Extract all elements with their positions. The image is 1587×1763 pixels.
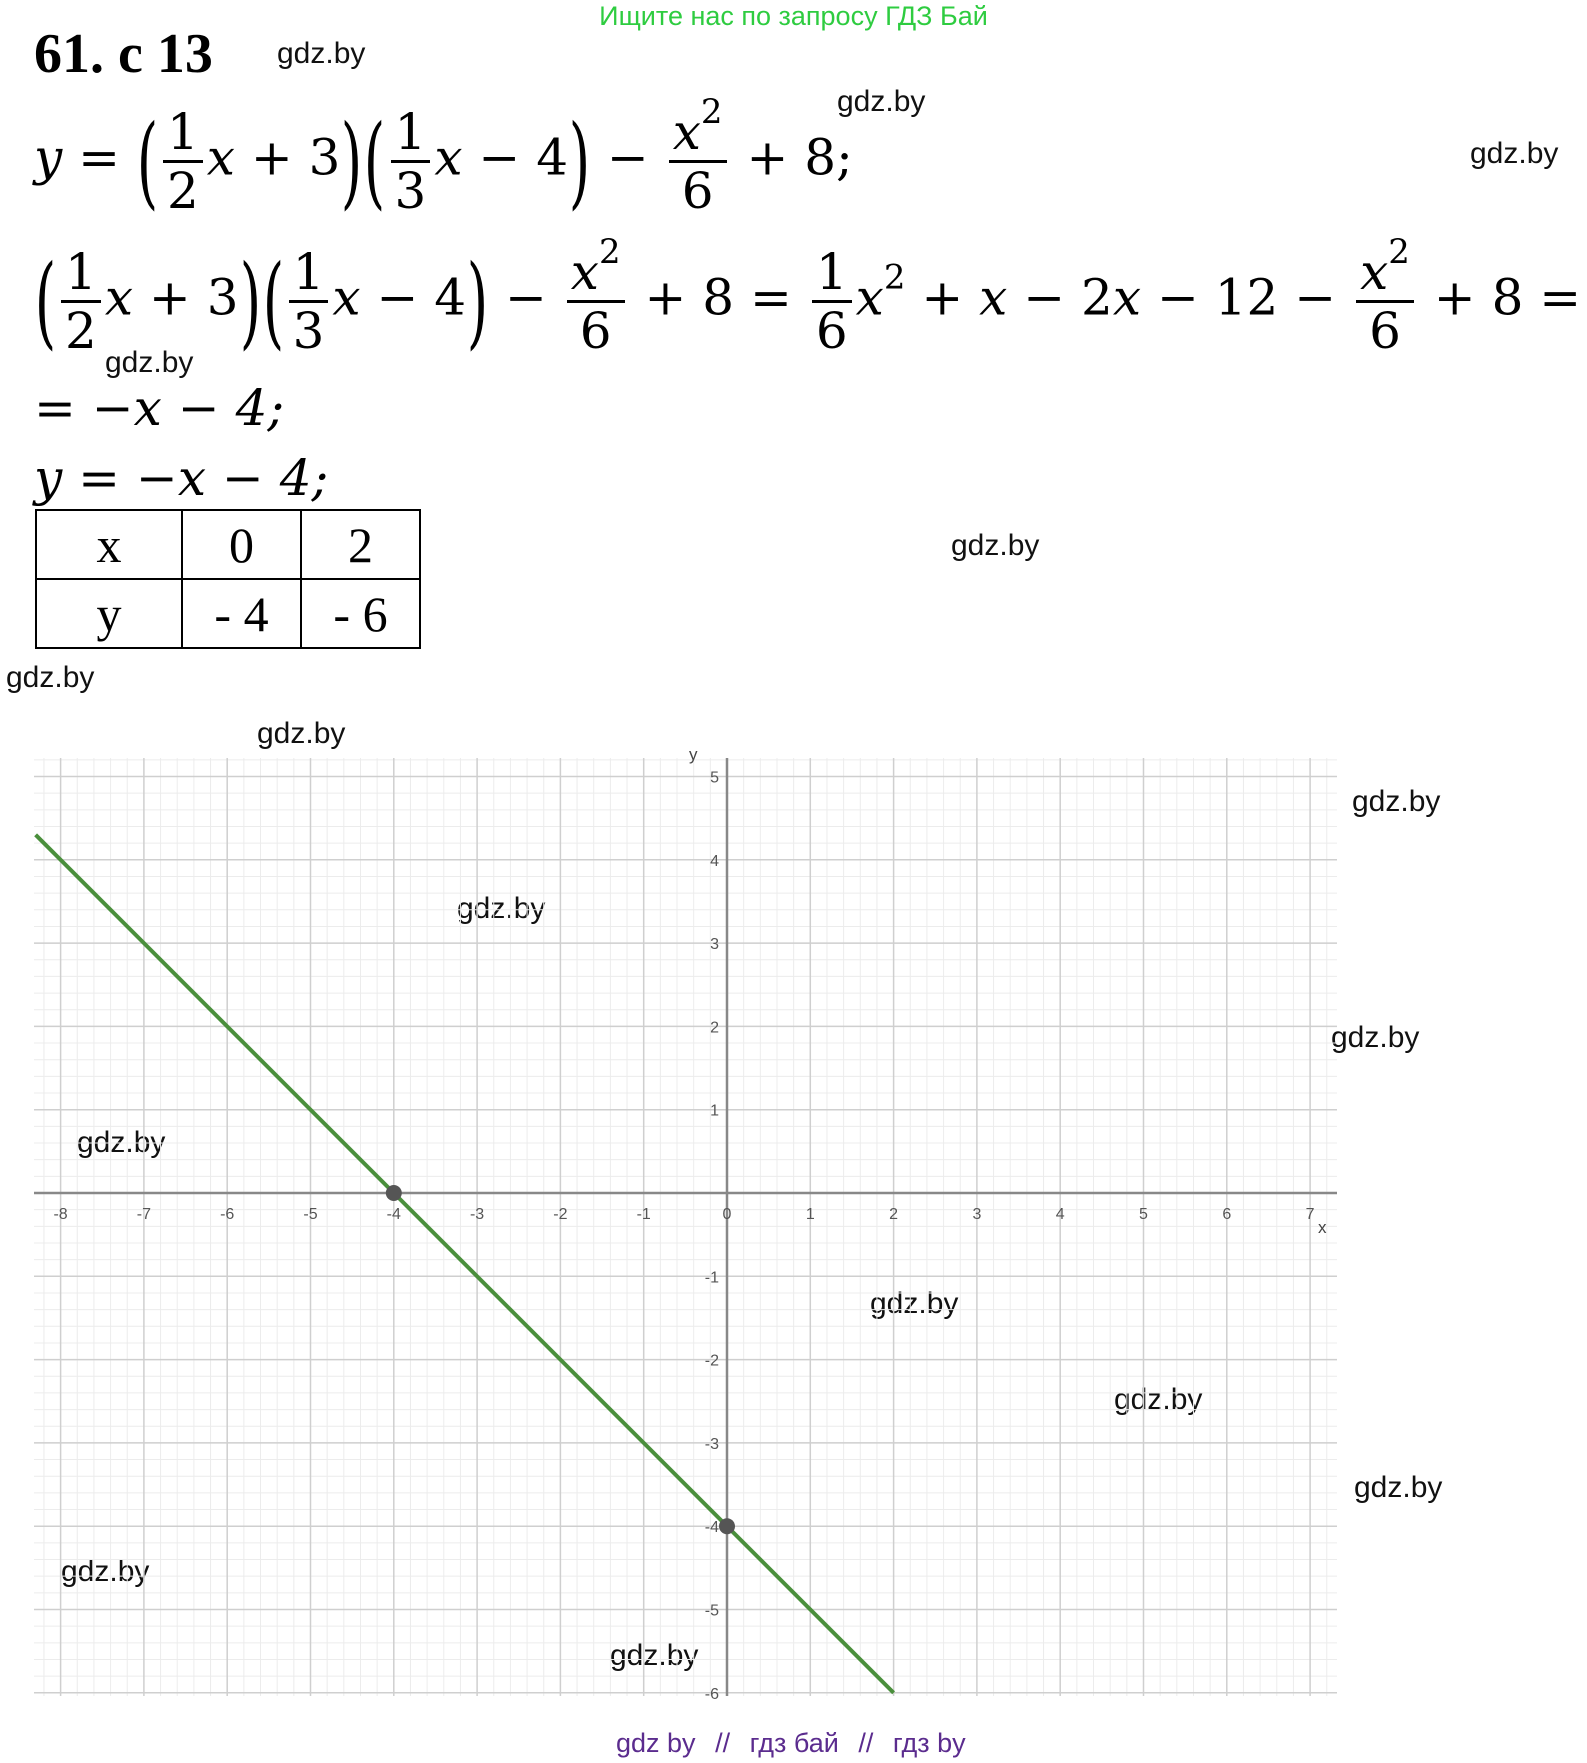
x-tick-label: -8 (53, 1206, 68, 1223)
y-tick-label: 3 (710, 936, 719, 954)
data-point (719, 1518, 735, 1534)
footer-link-gdz-by-cyr[interactable]: гдз by (892, 1728, 966, 1758)
watermark: gdz.by (1470, 137, 1559, 170)
footer-link-gdz-by[interactable]: gdz by (616, 1728, 696, 1758)
y-tick-label: -1 (704, 1269, 719, 1287)
watermark: gdz.by (1114, 1383, 1203, 1416)
x-tick-label: -2 (553, 1206, 568, 1223)
watermark: gdz.by (951, 529, 1040, 562)
x-tick-label: -7 (136, 1206, 152, 1223)
y-tick-label: -3 (704, 1435, 719, 1453)
x-tick-label: -5 (303, 1206, 318, 1223)
x-tick-label: -6 (220, 1206, 235, 1223)
exercise-title: 61. с 13 (34, 23, 213, 85)
y-tick-label: -6 (704, 1685, 719, 1703)
equation-prefix: y = (34, 128, 136, 187)
equation-line-1: y = ( $\frac{1}{2}$ x + 3)( $\frac{1}{3}$ x − 4) − $\frac{x^2}{6}$ + 8; (34, 92, 853, 220)
x-tick-label: 0 (722, 1206, 732, 1223)
x-tick-label: 6 (1222, 1206, 1232, 1223)
watermark: gdz.by (105, 346, 194, 379)
watermark: gdz.by (6, 661, 95, 694)
y-tick-label: -2 (704, 1352, 719, 1370)
x-tick-label: -3 (469, 1206, 485, 1223)
watermark: gdz.by (61, 1555, 150, 1588)
equation-line-4: y = −x − 4; (34, 449, 329, 507)
watermark: gdz.by (1354, 1471, 1443, 1504)
watermark: gdz.by (77, 1126, 166, 1159)
watermark: gdz.by (1331, 1021, 1420, 1054)
watermark: gdz.by (457, 892, 546, 925)
data-point (386, 1185, 402, 1201)
footer-link-gdz-bai[interactable]: гдз бай (749, 1728, 839, 1758)
table-cell: - 4 (182, 579, 301, 648)
watermark: gdz.by (1352, 785, 1441, 818)
watermark: gdz.by (610, 1639, 699, 1672)
y-tick-label: 5 (710, 769, 719, 787)
x-tick-label: -1 (636, 1206, 651, 1223)
footer-links (616, 1728, 966, 1759)
table-cell: - 6 (301, 579, 420, 648)
table-cell: y (36, 579, 182, 648)
x-tick-label: 5 (1139, 1206, 1148, 1223)
table-cell: 2 (301, 510, 420, 579)
table-cell: 0 (182, 510, 301, 579)
x-tick-label: 1 (805, 1206, 815, 1223)
x-tick-label: 3 (972, 1206, 982, 1223)
equation-suffix: + 8; (730, 128, 853, 187)
equation-line-3: = −x − 4; (34, 379, 285, 437)
y-tick-label: 2 (710, 1019, 719, 1037)
footer-separator: // (715, 1728, 731, 1758)
x-tick-label: 7 (1305, 1206, 1315, 1223)
x-axis-label: x (1318, 1218, 1327, 1237)
table-cell: x (36, 510, 182, 579)
y-axis-label: y (689, 745, 698, 764)
y-tick-label: -4 (704, 1519, 719, 1537)
watermark: gdz.by (257, 717, 346, 750)
y-tick-label: 1 (710, 1102, 719, 1120)
search-banner: Ищите нас по запросу ГДЗ Бай (599, 1, 988, 31)
y-tick-label: 4 (710, 852, 719, 870)
x-tick-label: -4 (386, 1206, 401, 1223)
equation-line-2: ( $\frac{1}{2}$ x + 3)( $\frac{1}{3}$ x − 4) − $\frac{x^2}{6}$ + 8 = $\frac{1}{6}$ $x^2 + x - 2x - 12$ − $\frac{x^2}{6}$ + 8 = (34, 232, 1582, 360)
footer-separator: // (858, 1728, 874, 1758)
series-line (36, 835, 894, 1693)
watermark: gdz.by (837, 85, 926, 118)
x-tick-label: 4 (1055, 1206, 1065, 1223)
watermark: gdz.by (870, 1287, 959, 1320)
watermark: gdz.by (277, 37, 366, 70)
x-tick-label: 2 (889, 1206, 899, 1223)
y-tick-label: -5 (704, 1602, 719, 1620)
